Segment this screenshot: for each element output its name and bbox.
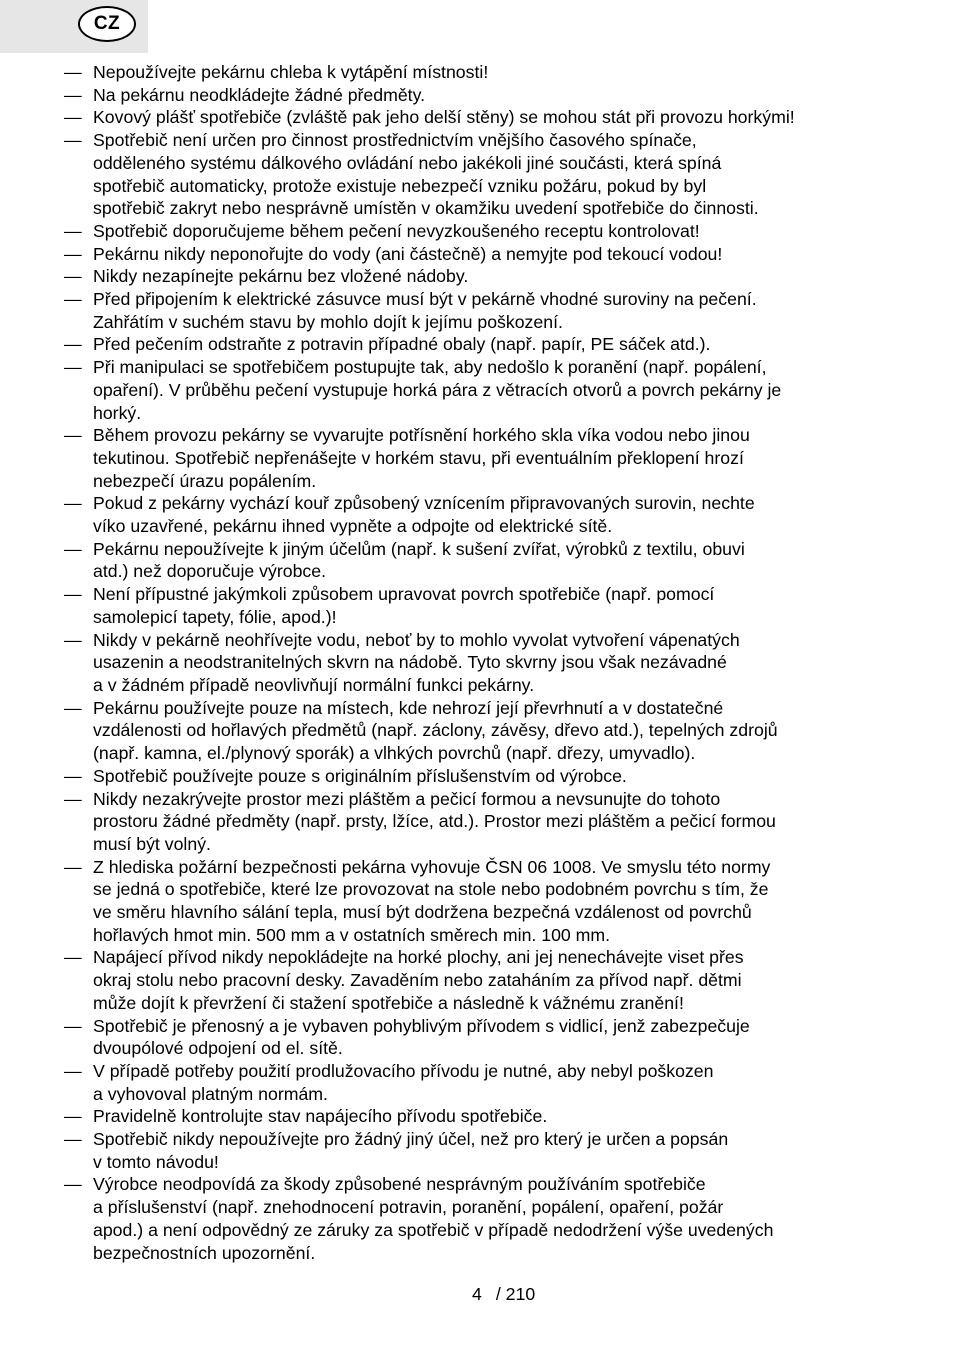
list-item-line: v tomto návodu! xyxy=(93,1151,219,1172)
language-tab xyxy=(0,0,148,53)
bullet-dash: — xyxy=(64,856,82,877)
list-item xyxy=(64,1060,894,1105)
list-item-line: Nikdy nezakrývejte prostor mezi pláštěm a pečicí formou a nevsunujte do tohoto xyxy=(93,788,721,809)
bullet-dash: — xyxy=(64,220,82,241)
list-item xyxy=(64,356,894,424)
list-item-line: Výrobce neodpovídá za škody způsobené nesprávným používáním spotřebiče xyxy=(93,1174,706,1195)
list-item-line: horký. xyxy=(93,402,142,423)
bullet-dash: — xyxy=(64,629,82,650)
list-item-line: V případě potřeby použití prodlužovacího přívodu je nutné, aby nebyl poškozen xyxy=(93,1060,714,1081)
list-item-line: Před pečením odstraňte z potravin případné obaly (např. papír, PE sáček atd.). xyxy=(93,334,711,355)
list-item-line: Pekárnu nepoužívejte k jiným účelům (např. k sušení zvířat, výrobků z textilu, obuvi xyxy=(93,538,745,559)
list-item-line: a příslušenství (např. znehodnocení potravin, poranění, popálení, opaření, požár xyxy=(93,1197,724,1218)
list-item-line: odděleného systému dálkového ovládání nebo jakékoli jiné součásti, která spíná xyxy=(93,152,722,173)
list-item xyxy=(64,1173,894,1264)
bullet-dash: — xyxy=(64,584,82,605)
bullet-dash: — xyxy=(64,788,82,809)
list-item-line: usazenin a neodstranitelných skvrn na nádobě. Tyto skvrny jsou však nezávadné xyxy=(93,652,727,673)
list-item xyxy=(64,629,894,697)
list-item-line: hořlavých hmot min. 500 mm a v ostatních směrech min. 100 mm. xyxy=(93,924,611,945)
list-item xyxy=(64,333,894,356)
list-item xyxy=(64,84,894,107)
list-item xyxy=(64,946,894,1014)
bullet-dash: — xyxy=(64,947,82,968)
page-number xyxy=(472,1283,535,1305)
list-item-line: víko uzavřené, pekárnu ihned vypněte a odpojte od elektrické sítě. xyxy=(93,516,613,537)
list-item-line: apod.) a není odpovědný ze záruky za spotřebič v případě nedodržení výše uvedených xyxy=(93,1219,774,1240)
bullet-dash: — xyxy=(64,1129,82,1150)
list-item xyxy=(64,424,894,492)
list-item-line: Nepoužívejte pekárnu chleba k vytápění místnosti! xyxy=(93,62,489,82)
bullet-dash: — xyxy=(64,1060,82,1081)
list-item xyxy=(64,765,894,788)
bullet-dash: — xyxy=(64,107,82,128)
list-item-line: samolepicí tapety, fólie, apod.)! xyxy=(93,606,337,627)
list-item-line: může dojít k převržení či stažení spotřebiče a následně k vážnému zranění! xyxy=(93,992,684,1013)
list-item-line: spotřebič zakryt nebo nesprávně umístěn v okamžiku uvedení spotřebiče do činnosti. xyxy=(93,198,759,219)
list-item-line: Z hlediska požární bezpečnosti pekárna vyhovuje ČSN 06 1008. Ve smyslu této normy xyxy=(93,856,771,877)
bullet-dash: — xyxy=(64,243,82,264)
list-item xyxy=(64,697,894,765)
list-item-line: Napájecí přívod nikdy nepokládejte na horké plochy, ani jej nenechávejte viset přes xyxy=(93,947,744,968)
bullet-dash: — xyxy=(64,1106,82,1127)
bullet-dash: — xyxy=(64,493,82,514)
list-item xyxy=(64,856,894,947)
list-item-line: Při manipulaci se spotřebičem postupujte tak, aby nedošlo k poranění (např. popálení, xyxy=(93,357,767,378)
list-item-line: Nikdy nezapínejte pekárnu bez vložené nádoby. xyxy=(93,266,469,287)
list-item-line: atd.) než doporučuje výrobce. xyxy=(93,561,327,582)
list-item-line: (např. kamna, el./plynový sporák) a vlhkých povrchů (např. dřezy, umyvadlo). xyxy=(93,743,696,764)
list-item-line: dvoupólové odpojení od el. sítě. xyxy=(93,1038,343,1059)
bullet-dash: — xyxy=(64,425,82,446)
list-item-line: musí být volný. xyxy=(93,833,211,854)
list-item-line: Spotřebič nikdy nepoužívejte pro žádný jiný účel, než pro který je určen a popsán xyxy=(93,1129,729,1150)
list-item xyxy=(64,1128,894,1173)
list-item-line: Na pekárnu neodkládejte žádné předměty. xyxy=(93,84,426,105)
list-item-line: Pekárnu nikdy neponořujte do vody (ani částečně) a nemyjte pod tekoucí vodou! xyxy=(93,243,723,264)
list-item xyxy=(64,129,894,220)
list-item-line: nebezpečí úrazu popálením. xyxy=(93,470,317,491)
list-item xyxy=(64,288,894,333)
list-item xyxy=(64,265,894,288)
list-item-line: Zahřátím v suchém stavu by mohlo dojít k jejímu poškození. xyxy=(93,311,563,332)
list-item-line: Spotřebič používejte pouze s originálním příslušenstvím od výrobce. xyxy=(93,765,627,786)
list-item-line: Spotřebič je přenosný a je vybaven pohyblivým přívodem s vidlicí, jenž zabezpečuje xyxy=(93,1015,750,1036)
list-item-line: Spotřebič není určen pro činnost prostřednictvím vnějšího časového spínače, xyxy=(93,130,697,151)
list-item-line: tekutinou. Spotřebič nepřenášejte v horkém stavu, při eventuálním překlopení hrozí xyxy=(93,447,744,468)
language-badge: CZ xyxy=(78,6,136,42)
bullet-dash: — xyxy=(64,62,82,82)
list-item-line: Během provozu pekárny se vyvarujte potřísnění horkého skla víka vodou nebo jinou xyxy=(93,425,750,446)
bullet-dash: — xyxy=(64,1015,82,1036)
list-item xyxy=(64,492,894,537)
list-item-line: Pravidelně kontrolujte stav napájecího přívodu spotřebiče. xyxy=(93,1106,548,1127)
list-item xyxy=(64,538,894,583)
bullet-dash: — xyxy=(64,130,82,151)
list-item-line: a v žádném případě neovlivňují normální funkci pekárny. xyxy=(93,674,535,695)
list-item-line: opaření). V průběhu pečení vystupuje horká pára z větracích otvorů a povrch pekárny je xyxy=(93,379,782,400)
list-item-line: vzdálenosti od hořlavých předmětů (např. záclony, závěsy, dřevo atd.), tepelných zdrojů xyxy=(93,720,778,741)
list-item-line: Pokud z pekárny vychází kouř způsobený vznícením připravovaných surovin, nechte xyxy=(93,493,755,514)
page-current: 4 xyxy=(472,1284,482,1304)
list-item xyxy=(64,1105,894,1128)
list-item-line: spotřebič automaticky, protože existuje nebezpečí vzniku požáru, pokud by byl xyxy=(93,175,707,196)
list-item xyxy=(64,61,894,84)
list-item-line: ve směru hlavního sálání tepla, musí být dodržena bezpečná vzdálenost od povrchů xyxy=(93,902,752,923)
bullet-dash: — xyxy=(64,334,82,355)
list-item-line: a vyhovoval platným normám. xyxy=(93,1083,328,1104)
list-item-line: bezpečnostních upozornění. xyxy=(93,1242,316,1263)
list-item-line: prostoru žádné předměty (např. prsty, lžíce, atd.). Prostor mezi pláštěm a pečicí formou xyxy=(93,811,776,832)
list-item-line: se jedná o spotřebiče, které lze provozovat na stole nebo podobném povrchu s tím, že xyxy=(93,879,769,900)
bullet-dash: — xyxy=(64,538,82,559)
list-item-line: Není přípustné jakýmkoli způsobem upravovat povrch spotřebiče (např. pomocí xyxy=(93,584,715,605)
bullet-dash: — xyxy=(64,1174,82,1195)
list-item-line: okraj stolu nebo pracovní desky. Zavaděním nebo zataháním za přívod např. dětmi xyxy=(93,970,742,991)
list-item xyxy=(64,220,894,243)
list-item xyxy=(64,788,894,856)
bullet-dash: — xyxy=(64,84,82,105)
list-item-line: Pekárnu používejte pouze na místech, kde nehrozí její převrhnutí a v dostatečné xyxy=(93,697,724,718)
list-item xyxy=(64,583,894,628)
safety-instructions-list xyxy=(64,61,894,1264)
list-item xyxy=(64,1015,894,1060)
bullet-dash: — xyxy=(64,289,82,310)
list-item xyxy=(64,243,894,266)
bullet-dash: — xyxy=(64,765,82,786)
list-item-line: Spotřebič doporučujeme během pečení nevyzkoušeného receptu kontrolovat! xyxy=(93,220,700,241)
list-item-line: Kovový plášť spotřebiče (zvláště pak jeho delší stěny) se mohou stát při provozu horkými! xyxy=(93,107,795,128)
bullet-dash: — xyxy=(64,357,82,378)
bullet-dash: — xyxy=(64,697,82,718)
page-total: / 210 xyxy=(495,1284,536,1304)
list-item xyxy=(64,106,894,129)
list-item-line: Nikdy v pekárně neohřívejte vodu, neboť by to mohlo vyvolat vytvoření vápenatých xyxy=(93,629,740,650)
list-item-line: Před připojením k elektrické zásuvce musí být v pekárně vhodné suroviny na pečení. xyxy=(93,289,757,310)
bullet-dash: — xyxy=(64,266,82,287)
